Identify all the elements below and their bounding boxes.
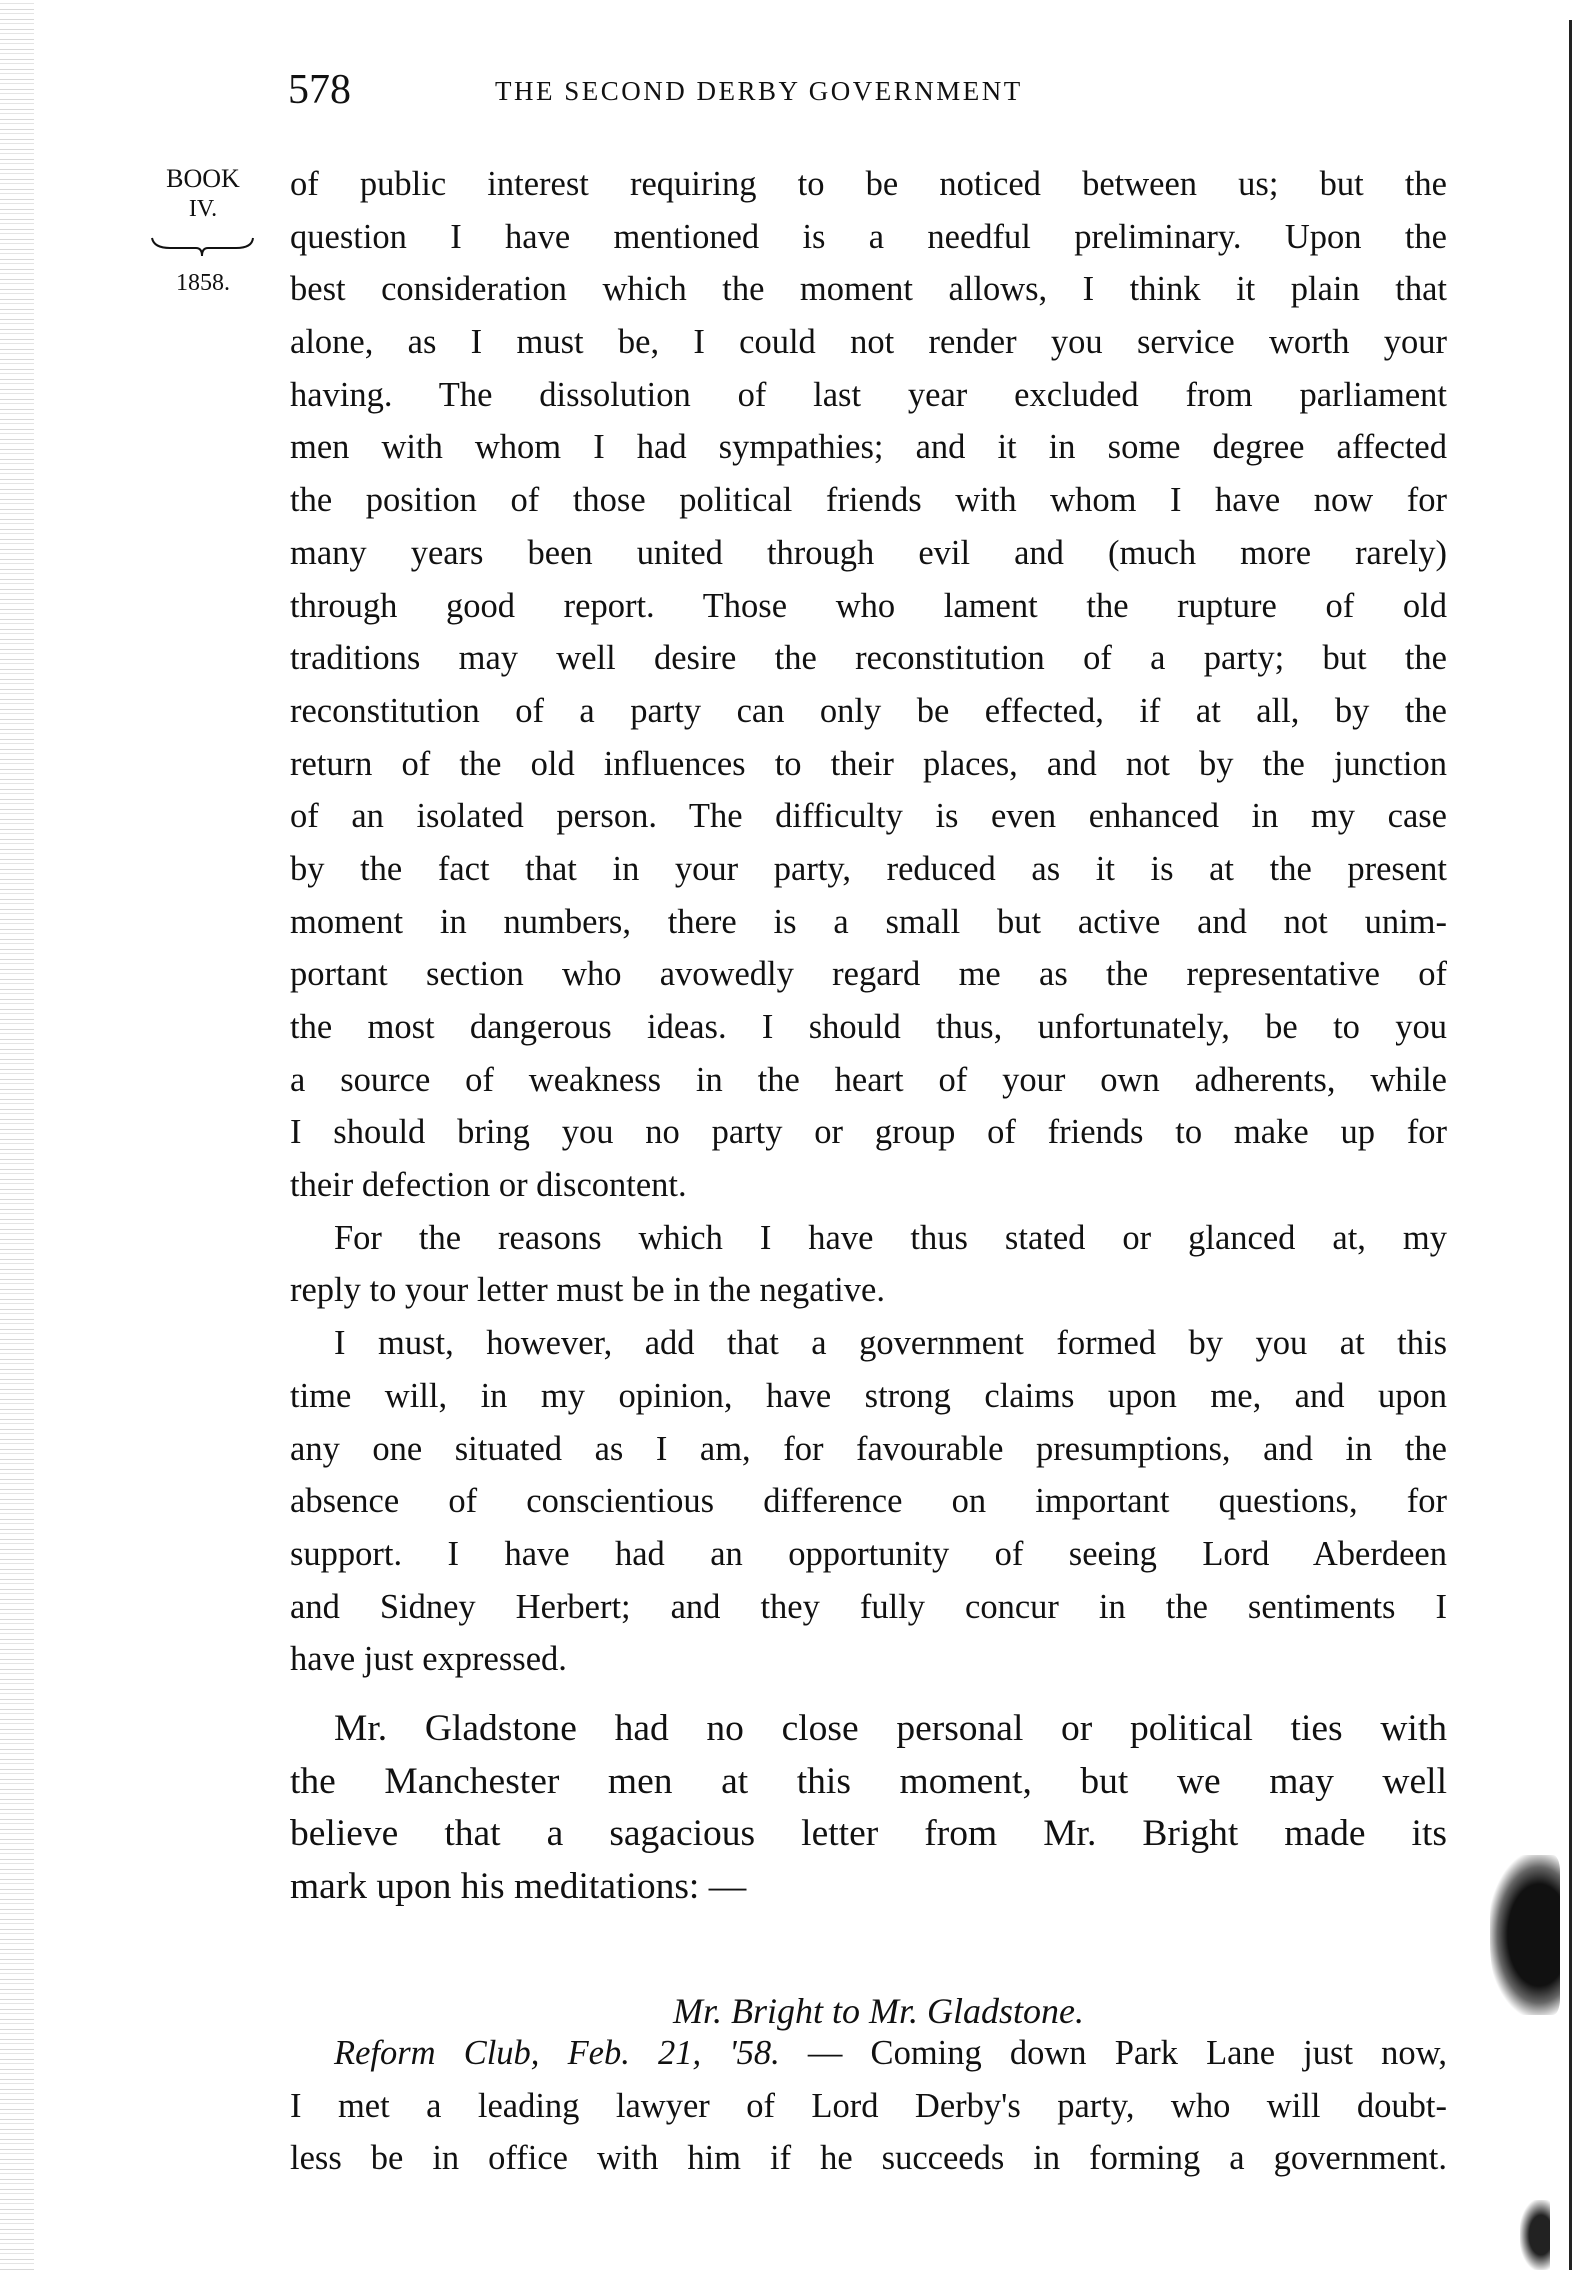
text-line: by the fact that in your party, reduced as it is at the present	[290, 849, 1447, 888]
scan-right-edge	[1569, 20, 1572, 2270]
text-line	[290, 2027, 1447, 2080]
page-number: 578	[288, 67, 351, 113]
brace-icon	[150, 236, 255, 258]
running-title: THE SECOND DERBY GOVERNMENT	[495, 76, 1023, 106]
text-span: — Coming down Park Lane just now,	[779, 2034, 1447, 2072]
margin-year: 1858.	[176, 270, 230, 296]
text-line: believe that a sagacious letter from Mr. Bright made its	[290, 1813, 1447, 1855]
text-line: reply to your letter must be in the negative.	[290, 1271, 885, 1310]
text-line: portant section who avowedly regard me as the representative of	[290, 955, 1447, 994]
text-line: return of the old influences to their places, and not by the junction	[290, 744, 1447, 783]
text-line: their defection or discontent.	[290, 1166, 687, 1205]
text-line: any one situated as I am, for favourable presumptions, and in the	[290, 1429, 1447, 1468]
text-line: time will, in my opinion, have strong claims upon me, and upon	[290, 1376, 1447, 1415]
text-line: absence of conscientious difference on important questions, for	[290, 1482, 1447, 1521]
text-line: moment in numbers, there is a small but active and not unim-	[290, 902, 1447, 941]
text-line: many years been united through evil and (much more rarely)	[290, 533, 1447, 572]
second-letter	[290, 2027, 1447, 2185]
dateline: Reform Club, Feb. 21, '58.	[334, 2034, 780, 2072]
narrative-paragraph	[290, 1703, 1447, 1913]
text-line: a source of weakness in the heart of your own adherents, while	[290, 1060, 1447, 1099]
text-line: have just expressed.	[290, 1640, 567, 1679]
letter-text	[290, 158, 1447, 1686]
scan-blot	[1520, 2200, 1550, 2270]
text-line: and Sidney Herbert; and they fully concur in the sentiments I	[290, 1587, 1447, 1626]
text-line: best consideration which the moment allows, I think it plain that	[290, 270, 1447, 309]
text-line: men with whom I had sympathies; and it in some degree affected	[290, 428, 1447, 467]
text-line: the position of those political friends with whom I have now for	[290, 481, 1447, 520]
text-line: Mr. Gladstone had no close personal or political ties with	[334, 1708, 1447, 1749]
text-line: support. I have had an opportunity of seeing Lord Aberdeen	[290, 1534, 1447, 1573]
text-line: the Manchester men at this moment, but we may well	[290, 1760, 1447, 1802]
text-line: For the reasons which I have thus stated or glanced at, my	[334, 1218, 1447, 1257]
text-line: mark upon his meditations: —	[290, 1865, 747, 1907]
text-line: question I have mentioned is a needful preliminary. Upon the	[290, 217, 1447, 256]
text-line: I should bring you no party or group of friends to make up for	[290, 1113, 1447, 1152]
text-line: the most dangerous ideas. I should thus, unfortunately, be to you	[290, 1008, 1447, 1046]
text-line: I must, however, add that a government formed by you at this	[334, 1324, 1447, 1363]
text-line: I met a leading lawyer of Lord Derby's party, who will doubt-	[290, 2086, 1447, 2125]
text-line: through good report. Those who lament the rupture of old	[290, 586, 1447, 625]
text-line: reconstitution of a party can only be effected, if at all, by the	[290, 691, 1447, 730]
margin-book: BOOK	[166, 164, 240, 193]
letter-heading: Mr. Bright to Mr. Gladstone.	[672, 1991, 1084, 2031]
text-line: having. The dissolution of last year excluded from parliament	[290, 375, 1447, 414]
scan-blot	[1490, 1855, 1560, 2015]
margin-volume: IV.	[188, 196, 218, 222]
text-line: less be in office with him if he succeeds in forming a government.	[290, 2139, 1447, 2178]
text-line: traditions may well desire the reconstitution of a party; but the	[290, 639, 1447, 678]
text-line: of public interest requiring to be noticed between us; but the	[290, 165, 1447, 203]
text-line: of an isolated person. The difficulty is even enhanced in my case	[290, 797, 1447, 836]
scan-left-edge	[0, 0, 34, 2272]
text-line: alone, as I must be, I could not render you service worth your	[290, 323, 1447, 362]
